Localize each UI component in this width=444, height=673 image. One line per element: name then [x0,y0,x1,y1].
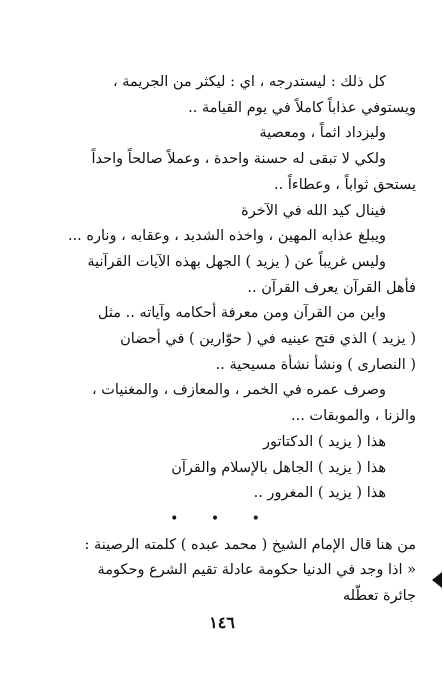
text-line-19: من هنا قال الإمام الشيخ ( محمد عبده ) كلمته الرصينة : [84,536,416,553]
text-line-3: وليزداد اثماً ، ومعصية [259,125,386,142]
text-line-5: يستحق ثواباً ، وعطاءاً .. [274,176,416,193]
text-line-8: وليس غريباً عن ( يزيد ) الجهل بهذه الآيات القرآنية [87,253,386,270]
text-line-12: ( النصارى ) ونشأ نشأة مسيحية .. [215,356,416,373]
text-line-10: واين من القرآن ومن معرفة أحكامه وآياته .. مثل [97,305,386,322]
text-line-4: ولكي لا تبقى له حسنة واحدة ، وعملاً صالحاً واحداً [91,151,386,168]
text-line-11: ( يزيد ) الذي فتح عينيه في ( حوّارين ) في أحضان [120,331,416,348]
text-line-14: والزنا ، والموبقات ... [291,408,416,425]
text-line-13: وصرف عمره في الخمر ، والمعازف ، والمغنيات ، [91,382,386,399]
text-line-6: فينال كيد الله في الآخرة [241,202,386,219]
text-line-2: ويستوفي عذاباً كاملاً في يوم القيامة .. [188,99,416,116]
page-number: ١٤٦ [209,613,235,632]
text-line-15: هذا ( يزيد ) الدكتاتور [262,433,386,450]
text-line-16: هذا ( يزيد ) الجاهل بالإسلام والقرآن [171,459,386,476]
text-line-17: هذا ( يزيد ) المغرور .. [253,485,386,502]
text-line-21: جائرة تعطّله [342,588,416,605]
text-line-7: ويبلغ عذابه المهين ، واخذه الشديد ، وعقابه ، وناره ... [67,228,386,245]
body-text [28,70,416,610]
text-line-9: فأهل القرآن يعرف القرآن .. [247,279,416,296]
text-line-20: « اذا وجد في الدنيا حكومة عادلة تقيم الشرع وحكومة [97,562,416,579]
text-line-1: كل ذلك : ليستدرجه ، اي : ليكثر من الجريمة ، [112,74,386,90]
section-divider: • • • [170,510,274,527]
scan-edge-mark [432,572,442,588]
